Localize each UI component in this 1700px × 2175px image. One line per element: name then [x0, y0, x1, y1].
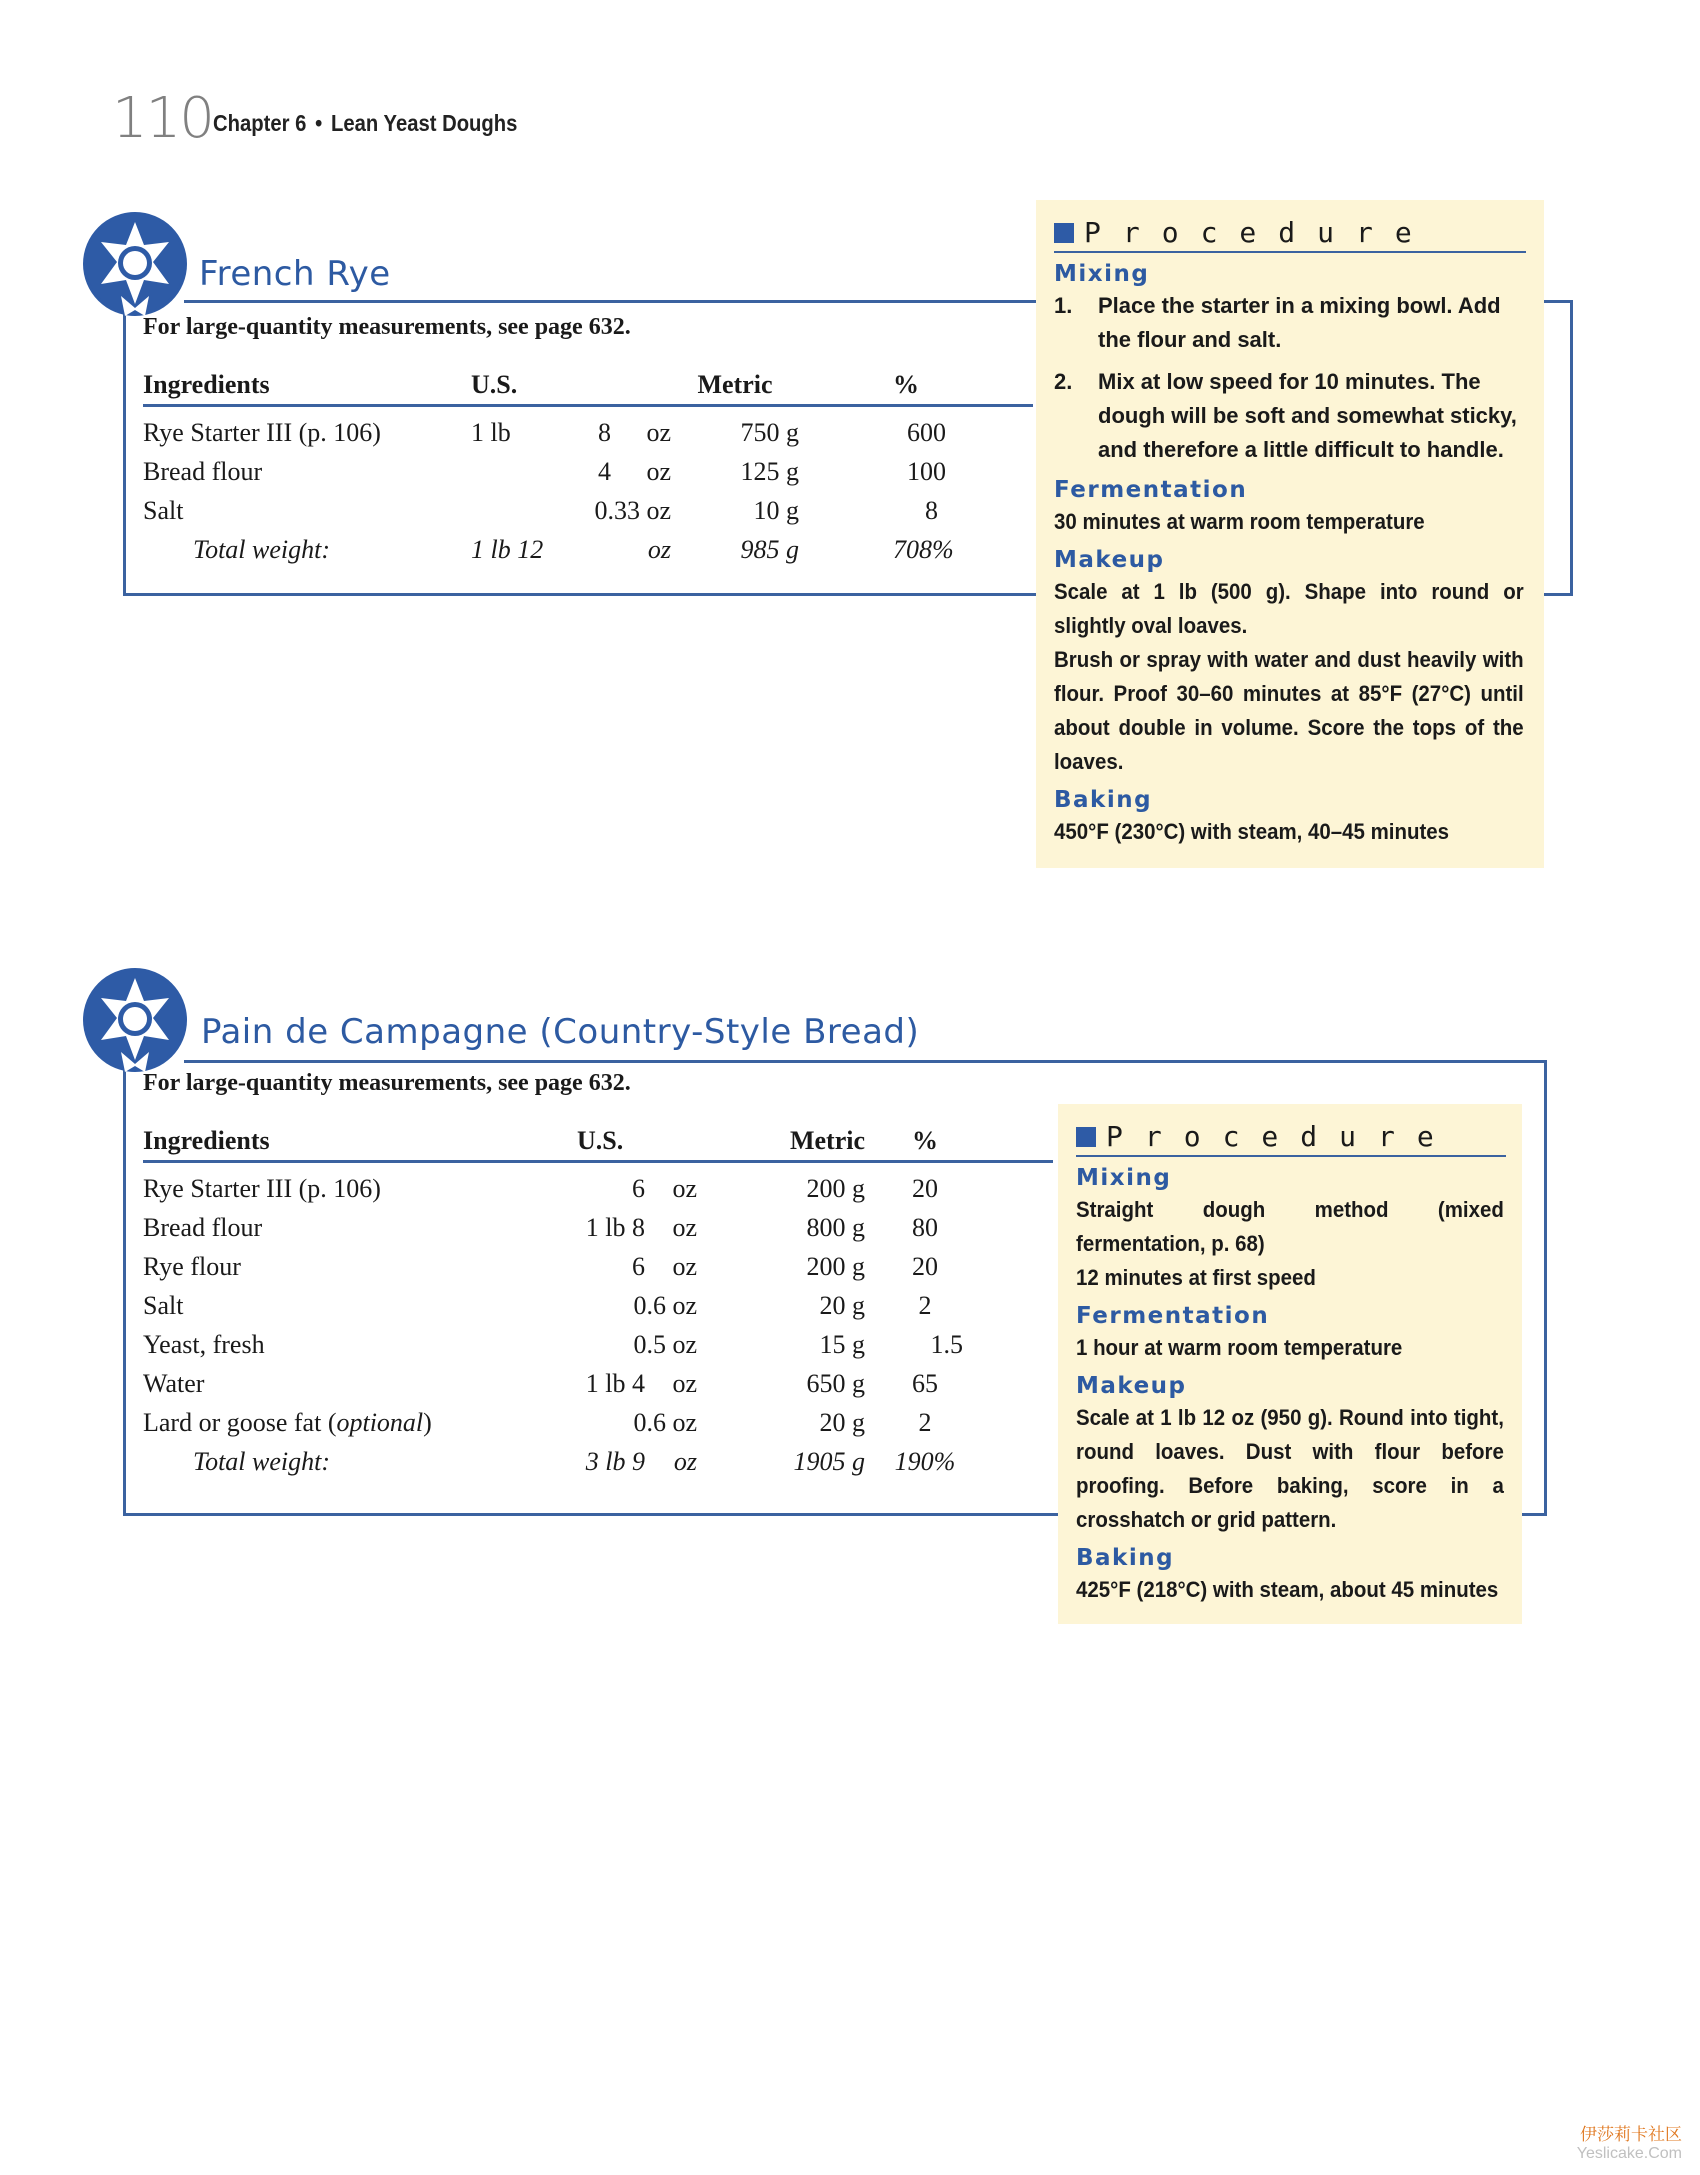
metric-amount: 750 g [740, 417, 799, 447]
table-row [143, 1325, 1053, 1364]
mixing-heading: Mixing [1054, 261, 1150, 287]
page-number: 110 [112, 86, 213, 151]
table-row [143, 406, 1033, 453]
ingredients-table-pain-de-campagne [143, 1118, 1053, 1481]
us-unit: oz [673, 1446, 697, 1476]
metric-amount: 20 g [819, 1290, 865, 1320]
percent: 190% [894, 1446, 956, 1476]
percent: 600 [907, 417, 946, 447]
step-number: 1. [1054, 293, 1073, 318]
col-percent: % [869, 362, 1033, 406]
table-row [143, 1403, 1053, 1442]
list-item [1054, 289, 1526, 357]
fermentation-heading: Fermentation [1054, 477, 1248, 503]
us-amount: 3 lb 9 [585, 1446, 645, 1476]
procedure-header [1054, 216, 1526, 253]
us-amount: 0.6 oz [633, 1290, 697, 1320]
mixing-heading: Mixing [1076, 1165, 1172, 1191]
us-amount: 1 lb [471, 417, 511, 447]
table-row [143, 452, 1033, 491]
ingredient-name: Bread flour [143, 456, 263, 486]
recipe-title: French Rye [199, 254, 391, 294]
col-us: U.S. [471, 362, 611, 406]
large-quantity-note: For large-quantity measurements, see page 632. [143, 1070, 631, 1096]
watermark [1577, 2120, 1682, 2163]
recipe-title: Pain de Campagne (Country-Style Bread) [201, 1012, 920, 1052]
percent: 8 [925, 495, 938, 525]
us-amount: 0.5 oz [633, 1329, 697, 1359]
ingredient-name: Rye Starter III (p. 106) [143, 417, 381, 447]
list-item [1054, 365, 1526, 467]
baking-heading: Baking [1076, 1545, 1175, 1571]
cordon-bleu-seal-icon [83, 968, 187, 1072]
makeup-heading: Makeup [1054, 547, 1165, 573]
watermark-cn: 伊莎莉卡社区 [1580, 2125, 1682, 2144]
percent: 2 [918, 1407, 932, 1437]
us-amount: 0.33 oz [594, 495, 671, 525]
ingredient-name: Bread flour [143, 1212, 263, 1242]
us-amount: 0.6 oz [633, 1407, 697, 1437]
baking-heading: Baking [1054, 787, 1153, 813]
ingredient-name: Water [143, 1368, 205, 1398]
us-amount: 8 [598, 417, 611, 447]
table-row [143, 1247, 1053, 1286]
fermentation-heading: Fermentation [1076, 1303, 1270, 1329]
metric-amount: 200 g [806, 1251, 865, 1281]
running-head [213, 110, 517, 137]
col-us: U.S. [533, 1118, 645, 1162]
step-text: Place the starter in a mixing bowl. Add the flour and salt. [1098, 293, 1501, 352]
fermentation-text: 1 hour at warm room temperature [1076, 1335, 1403, 1360]
baking-text: 450°F (230°C) with steam, 40–45 minutes [1054, 819, 1450, 844]
us-amount: 1 lb 4 [585, 1368, 645, 1398]
baking-text: 425°F (218°C) with steam, about 45 minutes [1076, 1577, 1499, 1602]
procedure-box-french-rye [1036, 200, 1544, 868]
us-unit: oz [672, 1173, 697, 1203]
mixing-text: 12 minutes at first speed [1076, 1265, 1316, 1290]
ingredient-name-text: Lard or goose fat ( [143, 1407, 337, 1437]
makeup-text: Brush or spray with water and dust heavily with flour. Proof 30–60 minutes at 85°F (27°C) until about double in volume. Score the tops of the loaves. [1054, 647, 1524, 774]
ingredient-name-end: ) [423, 1407, 432, 1437]
step-text: Mix at low speed for 10 minutes. The dough will be soft and somewhat sticky, and therefore a little difficult to handle. [1098, 369, 1517, 462]
us-amount [471, 452, 537, 491]
chapter-label: Chapter 6 [213, 110, 307, 136]
us-amount: 4 [598, 456, 611, 486]
blue-square-icon [1076, 1127, 1096, 1147]
us-amount: 1 lb 12 [471, 534, 544, 564]
metric-amount: 800 g [806, 1212, 865, 1242]
blue-square-icon [1054, 223, 1074, 243]
total-row [143, 1442, 1053, 1481]
total-row [143, 530, 1033, 569]
table-row [143, 1364, 1053, 1403]
us-amount [471, 491, 537, 530]
ingredients-table-french-rye [143, 362, 1033, 569]
optional-label: optional [336, 1407, 424, 1437]
metric-amount: 200 g [806, 1173, 865, 1203]
step-number: 2. [1054, 369, 1073, 394]
col-ingredients: Ingredients [143, 362, 471, 406]
ingredient-name: Yeast, fresh [143, 1329, 265, 1359]
col-metric: Metric [697, 1118, 865, 1162]
makeup-text: Scale at 1 lb (500 g). Shape into round or slightly oval loaves. [1054, 579, 1524, 638]
percent: 708% [893, 534, 954, 564]
ingredient-name: Rye flour [143, 1251, 241, 1281]
chapter-title: Lean Yeast Doughs [331, 110, 518, 136]
total-label: Total weight: [193, 1446, 331, 1476]
makeup-heading: Makeup [1076, 1373, 1187, 1399]
fermentation-text: 30 minutes at warm room temperature [1054, 509, 1425, 534]
us-unit: oz [646, 417, 671, 447]
col-ingredients: Ingredients [143, 1118, 533, 1162]
metric-amount: 1905 g [793, 1446, 865, 1476]
procedure-title: Procedure [1106, 1120, 1456, 1153]
total-label: Total weight: [193, 534, 331, 564]
col-metric: Metric [671, 362, 799, 406]
ingredient-name: Salt [143, 495, 184, 525]
procedure-header [1076, 1120, 1506, 1157]
col-percent: % [865, 1118, 985, 1162]
us-unit: oz [672, 1251, 697, 1281]
table-row [143, 1208, 1053, 1247]
us-unit: oz [647, 534, 671, 564]
ingredient-name: Rye Starter III (p. 106) [143, 1173, 381, 1203]
mixing-text: Straight dough method (mixed fermentation, p. 68) [1076, 1197, 1504, 1256]
table-row [143, 1162, 1053, 1209]
cordon-bleu-seal-icon [83, 212, 187, 316]
percent: 100 [907, 456, 946, 486]
percent: 20 [912, 1251, 938, 1281]
metric-amount: 20 g [819, 1407, 865, 1437]
percent: 20 [912, 1173, 938, 1203]
percent: 1.5 [930, 1329, 963, 1359]
mixing-steps [1054, 289, 1526, 467]
percent: 80 [912, 1212, 938, 1242]
metric-amount: 985 g [740, 534, 799, 564]
makeup-text: Scale at 1 lb 12 oz (950 g). Round into tight, round loaves. Dust with flour before proofing. Before baking, score in a crosshatch or grid pattern. [1076, 1405, 1504, 1532]
metric-amount: 15 g [819, 1329, 865, 1359]
metric-amount: 650 g [806, 1368, 865, 1398]
table-row [143, 1286, 1053, 1325]
percent: 65 [912, 1368, 938, 1398]
bullet-separator: • [315, 110, 323, 136]
ingredient-name [143, 1403, 533, 1442]
us-unit: oz [646, 456, 671, 486]
large-quantity-note: For large-quantity measurements, see page 632. [143, 314, 631, 340]
us-amount: 6 [632, 1173, 645, 1203]
us-unit: oz [672, 1212, 697, 1242]
metric-amount: 10 g [753, 495, 799, 525]
watermark-en: Yeslicake.Com [1576, 2145, 1682, 2162]
procedure-title: Procedure [1084, 216, 1434, 249]
us-amount: 1 lb 8 [585, 1212, 645, 1242]
metric-amount: 125 g [740, 456, 799, 486]
us-amount: 6 [632, 1251, 645, 1281]
us-unit: oz [672, 1368, 697, 1398]
percent: 2 [918, 1290, 932, 1320]
procedure-box-pain-de-campagne [1058, 1104, 1522, 1624]
ingredient-name: Salt [143, 1290, 184, 1320]
table-row [143, 491, 1033, 530]
